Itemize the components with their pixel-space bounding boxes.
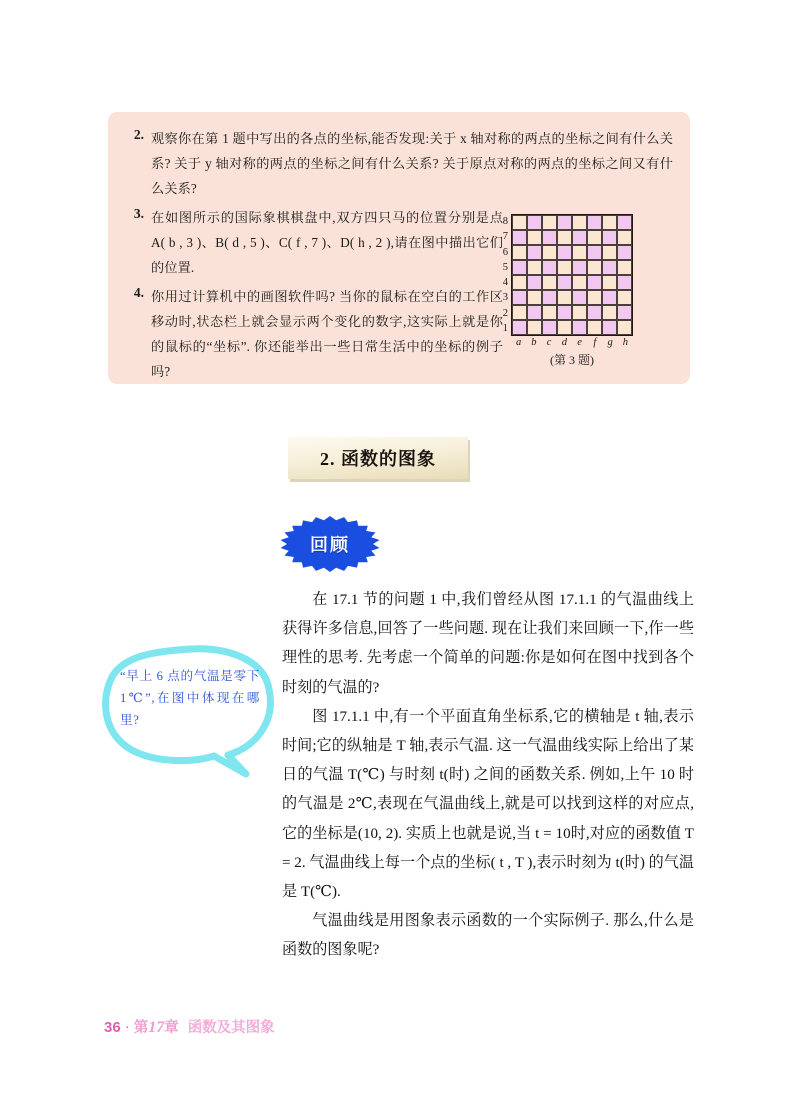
chessboard-square [587, 230, 602, 245]
chapter-number: 17 [148, 1019, 165, 1036]
exercise-number: 2. [133, 127, 144, 142]
section-header-banner [288, 437, 468, 479]
file-labels [511, 337, 633, 348]
chessboard-square [617, 260, 632, 275]
chessboard-square [542, 230, 557, 245]
chessboard-square [512, 215, 527, 230]
chessboard-square [512, 275, 527, 290]
chessboard-square [527, 320, 542, 335]
chessboard-figure [498, 214, 668, 368]
chessboard-square [557, 260, 572, 275]
chessboard-square [557, 320, 572, 335]
chapter-name: 函数及其图象 [187, 1020, 275, 1036]
rank-label: 5 [502, 261, 508, 273]
chessboard-square [572, 275, 587, 290]
chessboard-square [527, 260, 542, 275]
exercise-list [122, 126, 676, 379]
chessboard-square [527, 275, 542, 290]
exercise-box [108, 112, 690, 384]
chessboard-square [542, 275, 557, 290]
paragraph: 图 17.1.1 中,有一个平面直角坐标系,它的横轴是 t 轴,表示时间;它的纵轴是 T 轴,表示气温. 这一气温曲线实际上给出了某日的气温 T(℃) 与时刻 t(时) 之间的函数关系. 例如,上午 10 时的气温是 2℃,表现在气温曲线上,就是可以找到这样的对应点,它的坐标是(10, 2). 实质上也就是说,当 t = 10时,对应的函数值 T = 2. 气温曲线上每一个点的坐标( t , T ),表示时刻为 t(时) 的气温是 T(℃). [282, 708, 694, 901]
chessboard-square [527, 215, 542, 230]
rank-label: 8 [502, 216, 508, 227]
chessboard-square [542, 290, 557, 305]
chessboard-square [587, 245, 602, 260]
chessboard-square [617, 320, 632, 335]
chessboard-square [557, 245, 572, 260]
rank-label: 6 [502, 246, 508, 258]
review-badge-label: 回顾 [310, 535, 350, 555]
chessboard-square [602, 260, 617, 275]
rank-label: 2 [502, 307, 508, 319]
chessboard-square [602, 320, 617, 335]
chessboard-square [572, 305, 587, 320]
chessboard-square [572, 230, 587, 245]
chapter-prefix: 第 [133, 1020, 149, 1036]
file-label: g [607, 337, 613, 348]
chessboard-square [617, 290, 632, 305]
chessboard-square [512, 260, 527, 275]
chessboard-square [557, 230, 572, 245]
file-label: f [593, 337, 597, 348]
chessboard-square [602, 215, 617, 230]
chessboard-square [602, 305, 617, 320]
exercise-text: 观察你在第 1 题中写出的各点的坐标,能否发现:关于 x 轴对称的两点的坐标之间有什么关系? 关于 y 轴对称的两点的坐标之间有什么关系? 关于原点对称的两点的坐标之间又有什么关系? [151, 131, 673, 196]
chessboard-square [587, 290, 602, 305]
chessboard-square [617, 215, 632, 230]
chessboard-square [587, 215, 602, 230]
chessboard-square [512, 245, 527, 260]
chapter-label [134, 1016, 179, 1037]
paragraph: 气温曲线是用图象表示函数的一个实际例子. 那么,什么是函数的图象呢? [282, 913, 694, 959]
chessboard-square [617, 245, 632, 260]
speech-bubble-text: “早上 6 点的气温是零下 1℃”,在图中体现在哪里? [120, 669, 260, 727]
list-item [122, 126, 676, 201]
chessboard-square [572, 290, 587, 305]
chessboard-square [542, 245, 557, 260]
chessboard-square [527, 290, 542, 305]
chessboard-square [587, 260, 602, 275]
chessboard-square [617, 305, 632, 320]
chessboard-square [572, 245, 587, 260]
chessboard-square [587, 305, 602, 320]
chessboard-square [587, 320, 602, 335]
chessboard-square [512, 305, 527, 320]
file-label: h [622, 337, 628, 348]
chessboard-square [557, 290, 572, 305]
chessboard-square [512, 320, 527, 335]
chessboard-square [527, 305, 542, 320]
file-label: c [546, 337, 552, 348]
chessboard-square [512, 290, 527, 305]
chessboard-square [617, 230, 632, 245]
page-title: 2. 函数的图象 [320, 449, 436, 469]
chapter-suffix: 章 [164, 1020, 179, 1036]
file-label: e [577, 337, 582, 348]
rank-label: 1 [502, 322, 508, 334]
review-badge [279, 516, 381, 572]
chessboard-with-ranks [498, 214, 668, 336]
chessboard-square [557, 275, 572, 290]
chessboard-square [557, 215, 572, 230]
chessboard-square [542, 320, 557, 335]
chessboard-square [542, 260, 557, 275]
exercise-number: 3. [133, 206, 144, 221]
page-footer [104, 1016, 275, 1037]
chessboard-square [572, 215, 587, 230]
chessboard-square [572, 260, 587, 275]
chessboard-square [602, 245, 617, 260]
chessboard-grid [511, 214, 633, 336]
body-text-column [282, 586, 694, 966]
file-label: a [516, 337, 522, 348]
chessboard-square [527, 245, 542, 260]
chessboard-square [527, 230, 542, 245]
speech-bubble [96, 643, 286, 778]
rank-labels [498, 214, 508, 336]
page-number: 36 [104, 1019, 121, 1036]
chessboard-square [602, 290, 617, 305]
file-label: d [561, 337, 567, 348]
chessboard-square [602, 275, 617, 290]
paragraph: 在 17.1 节的问题 1 中,我们曾经从图 17.1.1 的气温曲线上获得许多信息,回答了一些问题. 现在让我们来回顾一下,作一些理性的思考. 先考虑一个简单的问题:你是如何在图中找到各个时刻的气温的? [282, 592, 694, 696]
rank-label: 4 [502, 277, 508, 288]
chessboard-square [602, 230, 617, 245]
chessboard-square [557, 305, 572, 320]
chessboard-square [572, 320, 587, 335]
chessboard-square [617, 275, 632, 290]
chessboard-square [587, 275, 602, 290]
rank-label: 7 [502, 231, 508, 243]
file-label: b [531, 337, 537, 348]
rank-label: 3 [502, 292, 508, 304]
exercise-text: 你用过计算机中的画图软件吗? 当你的鼠标在空白的工作区移动时,状态栏上就会显示两个变化的数字,这实际上就是你的鼠标的“坐标”. 你还能举出一些日常生活中的坐标的例子吗? [151, 289, 503, 379]
exercise-number: 4. [133, 285, 144, 300]
chessboard-square [542, 215, 557, 230]
chessboard-square [542, 305, 557, 320]
footer-separator: · [124, 1020, 130, 1036]
exercise-text: 在如图所示的国际象棋棋盘中,双方四只马的位置分别是点 A( b , 3 )、B( d , 5 )、C( f , 7 )、D( h , 2 ),请在图中描出它们的位置. [151, 210, 503, 275]
figure-caption: (第 3 题) [550, 353, 594, 367]
chessboard-square [512, 230, 527, 245]
